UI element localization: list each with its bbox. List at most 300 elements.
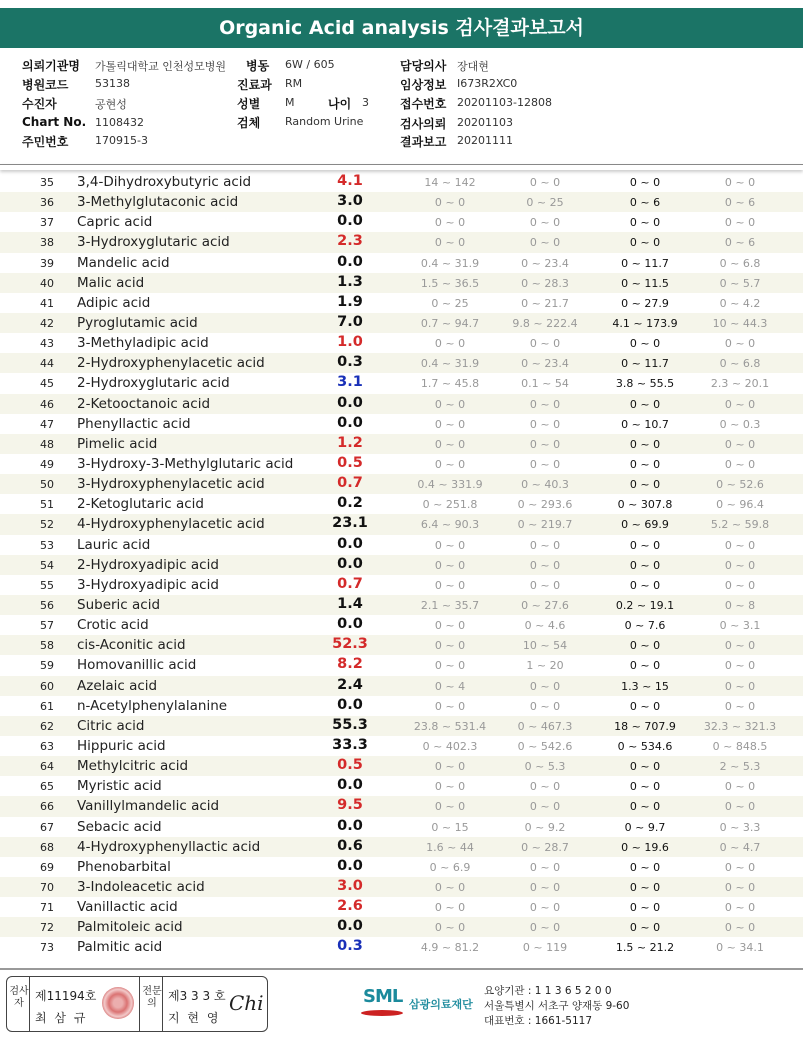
tester-name: 최 삼 규 <box>35 1011 88 1025</box>
reference-range-3: 4.1 ~ 173.9 <box>612 316 678 330</box>
analyte-name: Phenobarbital <box>77 858 171 875</box>
row-number: 43 <box>40 337 54 351</box>
reference-range-3: 0 ~ 0 <box>629 880 661 894</box>
table-row <box>0 474 803 494</box>
result-value: 33.3 <box>332 736 368 753</box>
reference-range-4: 0 ~ 0 <box>724 921 756 935</box>
reference-range-4: 0 ~ 0.3 <box>719 417 761 431</box>
result-value: 55.3 <box>332 716 368 733</box>
table-row <box>0 192 803 212</box>
analyte-name: Palmitic acid <box>77 939 163 956</box>
row-number: 57 <box>40 619 54 633</box>
reference-range-2: 0 ~ 4.6 <box>524 619 566 633</box>
table-row <box>0 414 803 434</box>
analyte-name: 3-Methylglutaconic acid <box>77 194 239 211</box>
reference-range-3: 0 ~ 0 <box>629 457 661 471</box>
row-number: 68 <box>40 840 54 854</box>
reference-range-4: 2.3 ~ 20.1 <box>710 377 770 391</box>
reference-range-4: 0 ~ 0 <box>724 578 756 592</box>
reference-range-2: 0 ~ 542.6 <box>517 739 573 753</box>
request-value: 20201103 <box>457 116 513 129</box>
result-value: 0.7 <box>337 575 363 592</box>
reference-range-4: 0 ~ 3.3 <box>719 820 761 834</box>
result-value: 8.2 <box>337 656 363 673</box>
footer-divider <box>0 968 803 970</box>
reference-range-1: 0.4 ~ 31.9 <box>420 357 480 371</box>
request-label: 검사의뢰 <box>400 117 447 131</box>
analyte-name: Vanillactic acid <box>77 899 178 916</box>
table-row <box>0 172 803 192</box>
reference-range-2: 0 ~ 5.3 <box>524 760 566 774</box>
specialist-name: 지 현 영 <box>168 1011 221 1025</box>
reference-range-4: 0 ~ 0 <box>724 538 756 552</box>
reference-range-1: 0 ~ 0 <box>434 619 466 633</box>
dept-label: 진료과 <box>237 78 272 92</box>
reference-range-3: 0 ~ 11.5 <box>621 276 669 290</box>
analyte-name: Pimelic acid <box>77 435 158 452</box>
reference-range-2: 0 ~ 0 <box>529 538 561 552</box>
analyte-name: 3-Hydroxyphenylacetic acid <box>77 476 265 493</box>
result-value: 2.6 <box>337 898 363 915</box>
reference-range-1: 0 ~ 251.8 <box>422 498 478 512</box>
specialist-label: 전문의 <box>142 986 162 1009</box>
reference-range-1: 2.1 ~ 35.7 <box>420 598 480 612</box>
result-value: 1.9 <box>337 293 363 310</box>
reference-range-3: 0 ~ 0 <box>629 699 661 713</box>
divider <box>162 977 163 1031</box>
specimen-value: Random Urine <box>285 115 364 128</box>
analyte-name: Mandelic acid <box>77 254 170 271</box>
reference-range-1: 0 ~ 25 <box>431 296 469 310</box>
reference-range-1: 0 ~ 0 <box>434 538 466 552</box>
result-value: 0.5 <box>337 454 363 471</box>
table-row <box>0 333 803 353</box>
row-number: 53 <box>40 538 54 552</box>
result-value: 0.0 <box>337 616 363 633</box>
reference-range-1: 0 ~ 0 <box>434 578 466 592</box>
row-number: 49 <box>40 457 54 471</box>
institution-value: 가톨릭대학교 인천성모병원 <box>95 60 227 73</box>
result-value: 0.6 <box>337 837 363 854</box>
reference-range-4: 0 ~ 848.5 <box>712 739 768 753</box>
analyte-name: Hippuric acid <box>77 737 166 754</box>
row-number: 56 <box>40 598 54 612</box>
reference-range-1: 0.4 ~ 331.9 <box>417 478 483 492</box>
age-label: 나이 <box>328 97 352 111</box>
reference-range-1: 0 ~ 0 <box>434 639 466 653</box>
divider <box>139 977 140 1031</box>
analyte-name: 3-Indoleacetic acid <box>77 878 205 895</box>
reference-range-1: 0 ~ 0 <box>434 216 466 230</box>
receipt-label: 접수번호 <box>400 97 447 111</box>
analyte-name: Methylcitric acid <box>77 758 189 775</box>
result-value: 0.3 <box>337 354 363 371</box>
row-number: 46 <box>40 397 54 411</box>
reference-range-1: 0 ~ 6.9 <box>429 860 471 874</box>
reference-range-2: 0 ~ 293.6 <box>517 498 573 512</box>
reference-range-3: 18 ~ 707.9 <box>614 719 676 733</box>
table-row <box>0 716 803 736</box>
reference-range-2: 0 ~ 0 <box>529 780 561 794</box>
chart-label: Chart No. <box>22 115 87 129</box>
reference-range-4: 0 ~ 6 <box>724 196 756 210</box>
analyte-name: 3,4-Dihydroxybutyric acid <box>77 174 252 190</box>
reference-range-3: 0 ~ 0 <box>629 760 661 774</box>
table-row <box>0 253 803 273</box>
row-number: 52 <box>40 518 54 532</box>
reference-range-3: 0 ~ 0 <box>629 337 661 351</box>
reference-range-3: 0 ~ 19.6 <box>621 840 669 854</box>
reference-range-4: 0 ~ 0 <box>724 880 756 894</box>
table-row <box>0 595 803 615</box>
reference-range-4: 0 ~ 0 <box>724 901 756 915</box>
chart-value: 1108432 <box>95 116 144 129</box>
reference-range-4: 0 ~ 6.8 <box>719 256 761 270</box>
reference-range-2: 10 ~ 54 <box>522 639 568 653</box>
reference-range-2: 0 ~ 0 <box>529 337 561 351</box>
report-label: 결과보고 <box>400 135 447 149</box>
analyte-name: Sebacic acid <box>77 818 162 835</box>
reference-range-4: 2 ~ 5.3 <box>719 760 761 774</box>
reference-range-3: 0 ~ 9.7 <box>624 820 666 834</box>
analyte-name: 3-Hydroxyadipic acid <box>77 576 219 593</box>
analyte-name: Myristic acid <box>77 778 162 795</box>
reference-range-1: 0 ~ 0 <box>434 880 466 894</box>
lab-code: 요양기관 : 1 1 3 6 5 2 0 0 <box>484 985 612 997</box>
reference-range-3: 0 ~ 0 <box>629 397 661 411</box>
row-number: 37 <box>40 216 54 230</box>
analyte-name: cis-Aconitic acid <box>77 637 186 654</box>
reference-range-3: 3.8 ~ 55.5 <box>615 377 675 391</box>
analyte-name: 2-Ketooctanoic acid <box>77 395 211 412</box>
reference-range-4: 0 ~ 0 <box>724 558 756 572</box>
lab-phone: 대표번호 : 1661-5117 <box>484 1015 593 1027</box>
reference-range-3: 0 ~ 0 <box>629 921 661 935</box>
result-value: 0.0 <box>337 394 363 411</box>
reference-range-1: 1.7 ~ 45.8 <box>420 377 480 391</box>
analyte-name: Crotic acid <box>77 617 149 634</box>
row-number: 66 <box>40 800 54 814</box>
reference-range-4: 0 ~ 0 <box>724 176 756 189</box>
result-value: 9.5 <box>337 797 363 814</box>
analyte-name: 3-Hydroxy-3-Methylglutaric acid <box>77 455 294 472</box>
reference-range-2: 0 ~ 0 <box>529 800 561 814</box>
row-number: 50 <box>40 478 54 492</box>
reference-range-4: 0 ~ 0 <box>724 860 756 874</box>
result-value: 0.0 <box>337 857 363 874</box>
reference-range-1: 0.4 ~ 31.9 <box>420 256 480 270</box>
analyte-name: Malic acid <box>77 274 145 291</box>
row-number: 61 <box>40 699 54 713</box>
reference-range-2: 0 ~ 9.2 <box>524 820 566 834</box>
result-value: 1.4 <box>337 595 363 612</box>
reference-range-4: 0 ~ 0 <box>724 659 756 673</box>
reference-range-2: 0 ~ 0 <box>529 457 561 471</box>
reference-range-1: 0 ~ 0 <box>434 800 466 814</box>
reference-range-3: 1.5 ~ 21.2 <box>615 941 675 955</box>
reference-range-1: 0 ~ 0 <box>434 337 466 351</box>
reference-range-4: 0 ~ 8 <box>724 598 756 612</box>
reference-range-3: 0 ~ 27.9 <box>621 296 669 310</box>
reference-range-2: 0 ~ 28.3 <box>521 276 569 290</box>
reference-range-2: 0 ~ 0 <box>529 860 561 874</box>
table-row <box>0 313 803 333</box>
reference-range-1: 0 ~ 0 <box>434 397 466 411</box>
table-row <box>0 293 803 313</box>
result-value: 0.0 <box>337 535 363 552</box>
receipt-value: 20201103-12808 <box>457 96 552 109</box>
reference-range-4: 0 ~ 5.7 <box>719 276 761 290</box>
table-row <box>0 353 803 373</box>
doctor-value: 장대현 <box>457 60 489 73</box>
analyte-name: n-Acetylphenylalanine <box>77 697 228 714</box>
reference-range-4: 10 ~ 44.3 <box>712 316 768 330</box>
row-number: 54 <box>40 558 54 572</box>
reference-range-4: 0 ~ 0 <box>724 800 756 814</box>
reference-range-4: 0 ~ 52.6 <box>716 478 764 492</box>
reference-range-2: 0 ~ 0 <box>529 437 561 451</box>
reference-range-3: 0 ~ 307.8 <box>617 498 673 512</box>
table-row <box>0 796 803 816</box>
table-row <box>0 373 803 393</box>
id-value: 170915-3 <box>95 134 148 147</box>
analyte-name: Homovanillic acid <box>77 657 197 674</box>
row-number: 59 <box>40 659 54 673</box>
reference-range-3: 0 ~ 0 <box>629 901 661 915</box>
table-row <box>0 897 803 917</box>
table-row <box>0 635 803 655</box>
reference-range-1: 0.7 ~ 94.7 <box>420 316 480 330</box>
reference-range-2: 0 ~ 0 <box>529 578 561 592</box>
tester-label: 검사자 <box>9 986 29 1009</box>
reference-range-1: 0 ~ 15 <box>431 820 469 834</box>
reference-range-4: 0 ~ 3.1 <box>719 619 761 633</box>
reference-range-1: 14 ~ 142 <box>424 176 476 189</box>
result-value: 3.1 <box>337 374 363 391</box>
reference-range-3: 0 ~ 11.7 <box>621 357 669 371</box>
row-number: 38 <box>40 236 54 250</box>
reference-range-1: 0 ~ 0 <box>434 760 466 774</box>
reference-range-1: 0 ~ 0 <box>434 921 466 935</box>
row-number: 47 <box>40 417 54 431</box>
row-number: 40 <box>40 276 54 290</box>
reference-range-2: 0 ~ 23.4 <box>521 357 569 371</box>
report-value: 20201111 <box>457 134 513 147</box>
patient-info <box>0 52 803 164</box>
reference-range-3: 0 ~ 0 <box>629 659 661 673</box>
analyte-name: 2-Ketoglutaric acid <box>77 496 204 513</box>
result-value: 2.3 <box>337 233 363 250</box>
reference-range-4: 5.2 ~ 59.8 <box>710 518 770 532</box>
reference-range-3: 0 ~ 0 <box>629 437 661 451</box>
result-value: 0.2 <box>337 495 363 512</box>
reference-range-4: 0 ~ 0 <box>724 437 756 451</box>
reference-range-3: 0 ~ 0 <box>629 176 661 189</box>
result-value: 3.0 <box>337 877 363 894</box>
result-value: 0.0 <box>337 253 363 270</box>
reference-range-1: 0 ~ 0 <box>434 437 466 451</box>
row-number: 48 <box>40 437 54 451</box>
reference-range-2: 0 ~ 27.6 <box>521 598 569 612</box>
report-title: Organic Acid analysis 검사결과보고서 <box>0 8 803 48</box>
analyte-name: Capric acid <box>77 214 153 231</box>
table-row <box>0 514 803 534</box>
analyte-name: 2-Hydroxyadipic acid <box>77 556 219 573</box>
reference-range-4: 0 ~ 0 <box>724 639 756 653</box>
reference-range-3: 0 ~ 69.9 <box>621 518 669 532</box>
logo-name: 삼광의료재단 <box>409 998 473 1011</box>
table-row <box>0 696 803 716</box>
row-number: 42 <box>40 316 54 330</box>
analyte-name: Pyroglutamic acid <box>77 314 198 331</box>
reference-range-3: 0 ~ 7.6 <box>624 619 666 633</box>
reference-range-2: 0 ~ 0 <box>529 216 561 230</box>
analyte-name: Adipic acid <box>77 294 151 311</box>
table-row <box>0 494 803 514</box>
patient-label: 수진자 <box>22 97 57 111</box>
row-number: 72 <box>40 921 54 935</box>
row-number: 69 <box>40 860 54 874</box>
reference-range-1: 4.9 ~ 81.2 <box>420 941 480 955</box>
reference-range-2: 0 ~ 0 <box>529 417 561 431</box>
reference-range-3: 0 ~ 0 <box>629 860 661 874</box>
analyte-name: Citric acid <box>77 717 145 734</box>
result-value: 3.0 <box>337 193 363 210</box>
analyte-name: 4-Hydroxyphenylacetic acid <box>77 516 265 533</box>
reference-range-2: 0 ~ 0 <box>529 236 561 250</box>
reference-range-3: 0 ~ 0 <box>629 780 661 794</box>
analyte-name: 4-Hydroxyphenyllactic acid <box>77 838 261 855</box>
result-value: 1.0 <box>337 334 363 351</box>
reference-range-3: 0 ~ 0 <box>629 478 661 492</box>
reference-range-1: 0 ~ 0 <box>434 417 466 431</box>
table-row <box>0 555 803 575</box>
reference-range-4: 0 ~ 34.1 <box>716 941 764 955</box>
logo-swoosh <box>361 1010 403 1016</box>
reference-range-1: 23.8 ~ 531.4 <box>413 719 487 733</box>
result-value: 1.2 <box>337 434 363 451</box>
reference-range-2: 0 ~ 40.3 <box>521 478 569 492</box>
table-row <box>0 937 803 957</box>
specialist-no: 제3 3 3 호 <box>168 989 226 1003</box>
result-value: 0.0 <box>337 696 363 713</box>
results-table <box>0 172 803 957</box>
reference-range-1: 0 ~ 0 <box>434 659 466 673</box>
sex-value: M <box>285 96 295 109</box>
result-value: 0.0 <box>337 817 363 834</box>
result-value: 4.1 <box>337 173 363 189</box>
reference-range-4: 32.3 ~ 321.3 <box>703 719 777 733</box>
reference-range-1: 1.6 ~ 44 <box>426 840 474 854</box>
reference-range-2: 0 ~ 21.7 <box>521 296 569 310</box>
reference-range-1: 0 ~ 0 <box>434 236 466 250</box>
table-row <box>0 232 803 252</box>
analyte-name: Lauric acid <box>77 536 151 553</box>
row-number: 36 <box>40 196 54 210</box>
analyte-name: Azelaic acid <box>77 677 158 694</box>
result-value: 0.7 <box>337 475 363 492</box>
reference-range-2: 0 ~ 119 <box>522 941 568 955</box>
reference-range-2: 0 ~ 25 <box>526 196 564 210</box>
reference-range-3: 0 ~ 0 <box>629 639 661 653</box>
reference-range-1: 0 ~ 0 <box>434 196 466 210</box>
table-row <box>0 212 803 232</box>
reference-range-1: 0 ~ 0 <box>434 780 466 794</box>
reference-range-3: 0 ~ 11.7 <box>621 256 669 270</box>
row-number: 67 <box>40 820 54 834</box>
row-number: 55 <box>40 578 54 592</box>
reference-range-1: 0 ~ 0 <box>434 558 466 572</box>
reference-range-2: 0 ~ 0 <box>529 699 561 713</box>
divider <box>29 977 30 1031</box>
result-value: 52.3 <box>332 636 368 653</box>
result-value: 0.0 <box>337 777 363 794</box>
reference-range-2: 0 ~ 0 <box>529 558 561 572</box>
result-value: 7.0 <box>337 313 363 330</box>
reference-range-3: 0 ~ 0 <box>629 236 661 250</box>
reference-range-4: 0 ~ 0 <box>724 216 756 230</box>
reference-range-2: 0 ~ 28.7 <box>521 840 569 854</box>
hospital-code-label: 병원코드 <box>22 78 69 92</box>
reference-range-3: 0 ~ 0 <box>629 800 661 814</box>
ward-value: 6W / 605 <box>285 58 335 71</box>
analyte-name: Vanillylmandelic acid <box>77 798 220 815</box>
signature-box <box>6 976 268 1032</box>
reference-range-3: 0.2 ~ 19.1 <box>615 598 675 612</box>
row-number: 62 <box>40 719 54 733</box>
reference-range-2: 9.8 ~ 222.4 <box>512 316 578 330</box>
reference-range-2: 0 ~ 0 <box>529 880 561 894</box>
row-number: 64 <box>40 760 54 774</box>
reference-range-1: 1.5 ~ 36.5 <box>420 276 480 290</box>
result-value: 0.3 <box>337 938 363 955</box>
row-number: 65 <box>40 780 54 794</box>
row-number: 73 <box>40 941 54 955</box>
table-row <box>0 615 803 635</box>
reference-range-4: 0 ~ 4.2 <box>719 296 761 310</box>
analyte-name: 2-Hydroxyphenylacetic acid <box>77 355 265 372</box>
reference-range-1: 0 ~ 4 <box>434 679 466 693</box>
row-number: 71 <box>40 901 54 915</box>
table-row <box>0 273 803 293</box>
reference-range-4: 0 ~ 4.7 <box>719 840 761 854</box>
reference-range-4: 0 ~ 0 <box>724 457 756 471</box>
analyte-name: Suberic acid <box>77 596 161 613</box>
reference-range-2: 0 ~ 0 <box>529 679 561 693</box>
row-number: 70 <box>40 880 54 894</box>
row-number: 45 <box>40 377 54 391</box>
table-row <box>0 776 803 796</box>
table-row <box>0 817 803 837</box>
lab-address: 서울특별시 서초구 양재동 9-60 <box>484 1000 630 1012</box>
reference-range-1: 6.4 ~ 90.3 <box>420 518 480 532</box>
reference-range-4: 0 ~ 0 <box>724 679 756 693</box>
result-value: 0.0 <box>337 414 363 431</box>
row-number: 58 <box>40 639 54 653</box>
reference-range-2: 1 ~ 20 <box>526 659 564 673</box>
table-row <box>0 454 803 474</box>
reference-range-4: 0 ~ 96.4 <box>716 498 764 512</box>
specimen-label: 검체 <box>237 116 261 130</box>
analyte-name: Phenyllactic acid <box>77 415 191 432</box>
reference-range-4: 0 ~ 6 <box>724 236 756 250</box>
result-value: 0.5 <box>337 757 363 774</box>
table-row <box>0 655 803 675</box>
reference-range-3: 0 ~ 0 <box>629 216 661 230</box>
reference-range-2: 0 ~ 0 <box>529 397 561 411</box>
table-row <box>0 917 803 937</box>
reference-range-2: 0 ~ 23.4 <box>521 256 569 270</box>
